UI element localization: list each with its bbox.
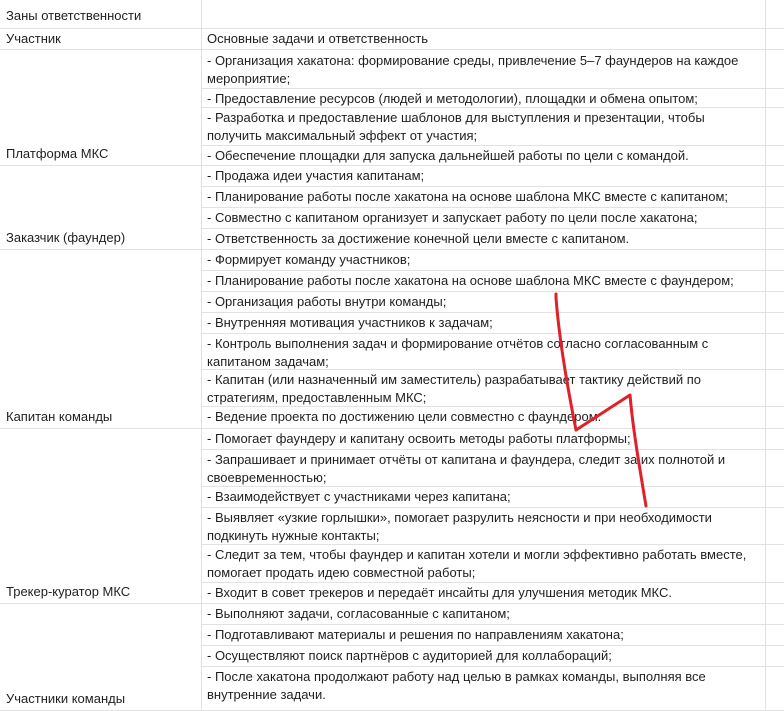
task-cell[interactable]: - Осуществляют поиск партнёров с аудиторией для коллабораций;: [207, 648, 612, 663]
task-cell[interactable]: - Контроль выполнения задач и формирование отчётов согласно согласованным с капитаном задачам;: [207, 336, 712, 369]
sheet-title[interactable]: Заны ответственности: [6, 8, 142, 23]
task-cell[interactable]: - Запрашивает и принимает отчёты от капитана и фаундера, следит за их полнотой и своевременностью;: [207, 452, 729, 485]
grid-line: [0, 603, 201, 604]
grid-line: [0, 428, 201, 429]
task-cell[interactable]: - Капитан (или назначенный им заместитель) разрабатывает тактику действий по стратегиям, предоставленным МКС;: [207, 372, 705, 405]
grid-line: [0, 165, 201, 166]
task-cell[interactable]: - Внутренняя мотивация участников к задачам;: [207, 315, 493, 330]
task-cell[interactable]: - Планирование работы после хакатона на основе шаблона МКС вместе с капитаном;: [207, 189, 729, 204]
task-cell[interactable]: - Выявляет «узкие горлышки», помогает разрулить неясности и при необходимости подкинуть нужные контакты;: [207, 510, 716, 543]
grid-line: [0, 249, 201, 250]
participant-label[interactable]: Участники команды: [6, 691, 126, 706]
task-cell[interactable]: - Обеспечение площадки для запуска дальнейшей работы по цели с командой.: [207, 148, 689, 163]
task-cell[interactable]: - Ведение проекта по достижению цели совместно с фаундером.: [207, 409, 602, 424]
task-cell[interactable]: - Подготавливают материалы и решения по направлениям хакатона;: [207, 627, 624, 642]
task-cell[interactable]: - Организация хакатона: формирование среды, привлечение 5–7 фаундеров на каждое мероприятие;: [207, 53, 742, 86]
task-cell[interactable]: - Помогает фаундеру и капитану освоить методы работы платформы;: [207, 431, 631, 446]
task-cell[interactable]: - Продажа идеи участия капитанам;: [207, 168, 425, 183]
task-cell[interactable]: - Организация работы внутри команды;: [207, 294, 447, 309]
participant-label[interactable]: Платформа МКС: [6, 146, 109, 161]
task-cell[interactable]: - Выполняют задачи, согласованные с капитаном;: [207, 606, 510, 621]
task-cell[interactable]: - Разработка и предоставление шаблонов для выступления и презентации, чтобы получить максимальный эффект от участия;: [207, 110, 709, 143]
header-tasks[interactable]: Основные задачи и ответственность: [207, 31, 429, 46]
task-cell[interactable]: - Входит в совет трекеров и передаёт инсайты для улучшения методик МКС.: [207, 585, 672, 600]
participant-label[interactable]: Заказчик (фаундер): [6, 230, 126, 245]
participant-label[interactable]: Капитан команды: [6, 409, 113, 424]
participant-label[interactable]: Трекер-куратор МКС: [6, 584, 131, 599]
header-participant[interactable]: Участник: [6, 31, 61, 46]
grid-line: [0, 49, 784, 50]
task-cell[interactable]: - Формирует команду участников;: [207, 252, 411, 267]
task-cell[interactable]: - Совместно с капитаном организует и запускает работу по цели после хакатона;: [207, 210, 698, 225]
task-cell[interactable]: - После хакатона продолжают работу над целью в рамках команды, выполняя все внутренние задачи.: [207, 669, 710, 702]
task-cell[interactable]: - Планирование работы после хакатона на основе шаблона МКС вместе с фаундером;: [207, 273, 734, 288]
task-cell[interactable]: - Следит за тем, чтобы фаундер и капитан хотели и могли эффективно работать вместе, помогает продать идею совместной работы;: [207, 547, 751, 580]
task-cell[interactable]: - Ответственность за достижение конечной цели вместе с капитаном.: [207, 231, 630, 246]
task-cell[interactable]: - Взаимодействует с участниками через капитана;: [207, 489, 511, 504]
task-cell[interactable]: - Предоставление ресурсов (людей и методологии), площадки и обмена опытом;: [207, 91, 698, 106]
